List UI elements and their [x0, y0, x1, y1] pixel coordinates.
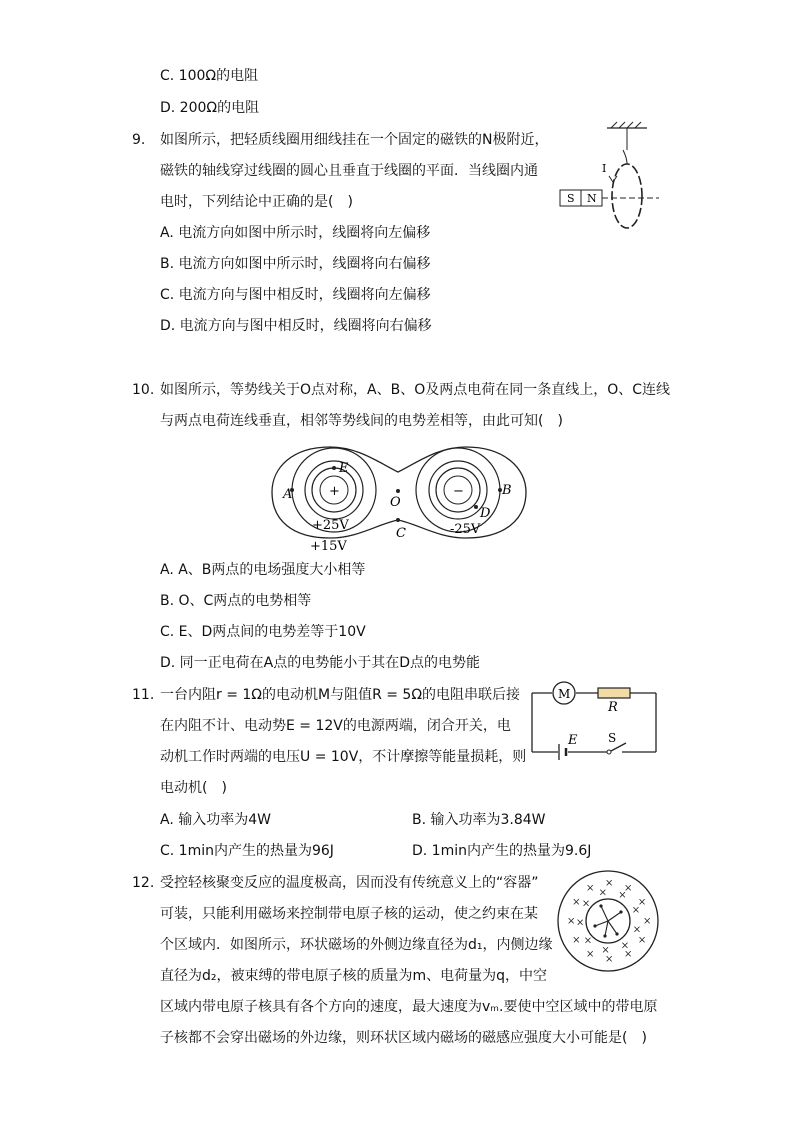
field-cross: ×	[637, 897, 647, 908]
resistor-symbol	[598, 688, 630, 698]
label-b: B	[502, 483, 512, 498]
q11-option-c: C. 1min内产生的热量为96J	[160, 843, 334, 859]
field-cross: ×	[643, 916, 652, 927]
field-cross: ×	[572, 897, 581, 908]
magnet-n-pole: N	[587, 192, 597, 205]
q9-option-d: D. 电流方向与图中相反时，线圈将向右偏移	[160, 318, 432, 334]
q12-stem-line2: 可装，只能利用磁场来控制带电原子核的运动，使之约束在某	[160, 906, 538, 922]
q9-stem-line1: 如图所示，把轻质线圈用细线挂在一个固定的磁铁的N极附近，	[160, 132, 549, 148]
q9-number: 9.	[132, 132, 146, 148]
label-plus-15v: +15V	[310, 539, 347, 554]
field-cross: ×	[620, 940, 630, 952]
q11-number: 11.	[132, 687, 155, 703]
ceiling-hatch	[611, 122, 641, 128]
point-c	[396, 518, 400, 522]
field-cross: ×	[601, 944, 610, 956]
q12-stem-line3: 个区域内．如图所示，环状磁场的外侧边缘直径为d₁，内侧边缘	[160, 937, 553, 953]
q9-stem-line3: 电时，下列结论中正确的是( )	[160, 194, 353, 210]
resistor-label: R	[608, 700, 618, 715]
field-cross: ×	[632, 924, 642, 936]
positive-sign: +	[329, 484, 340, 499]
q11-stem-line3: 动机工作时两端的电压U = 10V，不计摩擦等能量损耗，则	[160, 749, 527, 765]
current-label: I	[602, 162, 607, 175]
field-cross: ×	[567, 916, 576, 927]
q10-number: 10.	[132, 382, 155, 398]
point-o	[396, 489, 400, 493]
q9-option-a: A. 电流方向如图中所示时，线圈将向左偏移	[160, 225, 431, 241]
field-cross: ×	[605, 954, 614, 965]
label-e: E	[339, 461, 349, 476]
field-cross: ×	[572, 935, 581, 946]
point-e	[332, 466, 336, 470]
q8-option-c: C. 100Ω的电阻	[160, 68, 259, 84]
motor-label: M	[558, 687, 571, 701]
coil	[612, 164, 642, 228]
battery-label: E	[568, 733, 578, 748]
q11-option-a: A. 输入功率为4W	[160, 812, 271, 828]
thread-to-coil	[623, 150, 627, 164]
q11-option-b: B. 输入功率为3.84W	[412, 812, 546, 828]
field-cross: ×	[581, 898, 591, 910]
q12-number: 12.	[132, 875, 155, 891]
q10-equipotential-figure	[268, 440, 528, 555]
field-cross: ×	[631, 904, 641, 916]
label-plus-25v: +25V	[312, 518, 349, 533]
field-cross: ×	[624, 948, 633, 960]
field-cross: ×	[583, 935, 593, 947]
field-cross: ×	[605, 878, 614, 889]
q11-stem-line4: 电动机( )	[160, 780, 227, 796]
label-o: O	[390, 495, 401, 510]
switch-pivot	[607, 750, 611, 754]
q11-circuit-figure	[528, 680, 660, 760]
magnet-s-pole: S	[567, 192, 575, 205]
q10-option-b: B. O、C两点的电势相等	[160, 593, 312, 609]
point-d	[474, 505, 478, 509]
q10-stem-line1: 如图所示，等势线关于O点对称，A、B、O及两点电荷在同一条直线上，O、C连线	[160, 382, 671, 398]
q10-option-a: A. A、B两点的电场强度大小相等	[160, 562, 366, 578]
q11-stem-line1: 一台内阻r = 1Ω的电动机M与阻值R = 5Ω的电阻串联后接	[160, 687, 521, 703]
label-d: D	[480, 506, 491, 521]
field-cross: ×	[618, 890, 627, 902]
q12-stem-line1: 受控轻核聚变反应的温度极高，因而没有传统意义上的“容器”	[160, 875, 539, 891]
q12-stem-line6: 子核都不会穿出磁场的外边缘，则环状区域内磁场的磁感应强度大小可能是( )	[160, 1030, 647, 1046]
q11-stem-line2: 在内阻不计、电动势E = 12V的电源两端，闭合开关，电	[160, 718, 511, 734]
q10-option-d: D. 同一正电荷在A点的电势能小于其在D点的电势能	[160, 655, 481, 671]
q9-option-b: B. 电流方向如图中所示时，线圈将向右偏移	[160, 256, 431, 272]
q12-stem-line5: 区域内带电原子核具有各个方向的速度，最大速度为vₘ.要使中空区域中的带电原	[160, 999, 658, 1015]
q8-option-d: D. 200Ω的电阻	[160, 100, 260, 116]
field-cross: ×	[624, 883, 633, 895]
label-minus-25v: -25V	[450, 522, 481, 537]
label-a: A	[283, 487, 293, 502]
negative-sign: −	[453, 484, 464, 499]
q12-stem-line4: 直径为d₂，被束缚的带电原子核的质量为m、电荷量为q，中空	[160, 968, 548, 984]
q10-stem-line2: 与两点电荷连线垂直，相邻等势线间的电势差相等，由此可知( )	[160, 413, 563, 429]
current-arrow-icon	[609, 176, 617, 182]
field-cross: ×	[586, 948, 595, 960]
field-cross: ×	[576, 917, 585, 929]
q9-option-c: C. 电流方向与图中相反时，线圈将向左偏移	[160, 287, 431, 303]
q9-stem-line2: 磁铁的轴线穿过线圈的圆心且垂直于线圈的平面．当线圈内通	[160, 163, 538, 179]
q12-ring-field-figure	[555, 868, 661, 974]
switch-label: S	[608, 731, 617, 745]
q10-option-c: C. E、D两点间的电势差等于10V	[160, 624, 366, 640]
field-cross: ×	[586, 883, 595, 895]
label-c: C	[396, 526, 406, 541]
field-cross: ×	[598, 887, 607, 899]
q9-magnet-coil-figure	[555, 120, 665, 230]
q11-option-d: D. 1min内产生的热量为9.6J	[412, 843, 592, 859]
field-cross: ×	[637, 935, 647, 946]
